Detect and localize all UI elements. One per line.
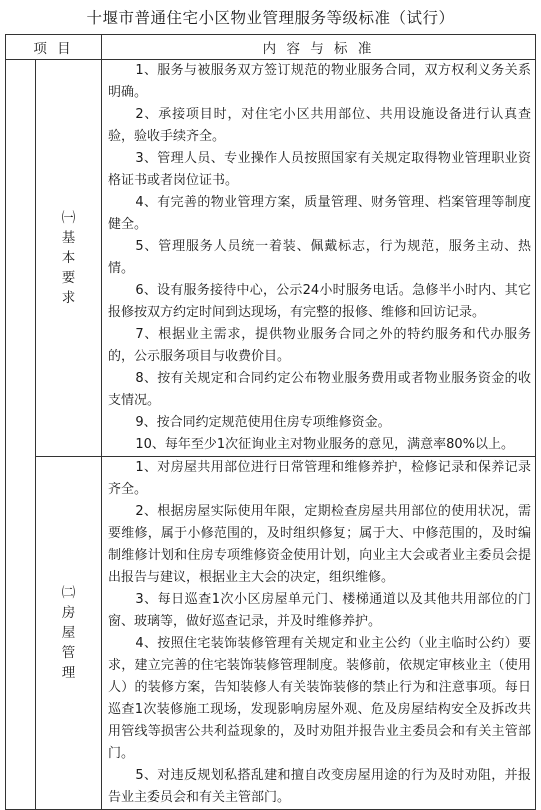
list-item: 4、有完善的物业管理方案，质量管理、财务管理、档案管理等制度健全。 bbox=[108, 195, 532, 232]
blank-margin-cell bbox=[6, 60, 36, 810]
section-row-basic-requirements bbox=[6, 60, 536, 457]
list-item: 5、对违反规划私搭乱建和擅自改变房屋用途的行为及时劝阻，并报告业主委员会和有关主管部门。 bbox=[108, 768, 532, 805]
list-item: 2、承接项目时，对住宅小区共用部位、共用设施设备进行认真查验，验收手续齐全。 bbox=[108, 107, 532, 144]
item-column-header: 项 目 bbox=[6, 35, 102, 60]
content-cell-housing-management bbox=[102, 457, 536, 810]
document-title: 十堰市普通住宅小区物业管理服务等级标准（试行） bbox=[86, 9, 455, 27]
list-item: 10、每年至少1次征询业主对物业服务的意见，满意率80%以上。 bbox=[135, 437, 515, 452]
standards-table bbox=[5, 34, 536, 810]
list-item: 4、按照住宅装饰装修管理有关规定和业主公约（业主临时公约）要求，建立完善的住宅装饰装修管理制度。装修前，依规定审核业主（使用人）的装修方案，告知装修人有关装饰装修的禁止行为和注意事项。每日巡查1次装修施工现场，发现影响房屋外观、危及房屋结构安全及拆改共用管线等损害公共利益现象的，及时劝阻并报告业主委员会和有关主管部门。 bbox=[108, 636, 532, 761]
list-item: 3、管理人员、专业操作人员按照国家有关规定取得物业管理职业资格证书或者岗位证书。 bbox=[108, 151, 532, 188]
list-item: 7、根据业主需求，提供物业服务合同之外的特约服务和代办服务的，公示服务项目与收费价目。 bbox=[108, 327, 532, 364]
category-char: 基 bbox=[61, 230, 76, 246]
category-cell-basic-requirements bbox=[36, 60, 102, 457]
section-row-housing-management bbox=[6, 457, 536, 810]
table-header-row bbox=[6, 35, 536, 60]
list-item: 1、对房屋共用部位进行日常管理和维修养护，检修记录和保养记录齐全。 bbox=[108, 460, 532, 497]
list-item: 1、服务与被服务双方签订规范的物业服务合同，双方权利义务关系明确。 bbox=[108, 63, 532, 100]
list-item: 8、按有关规定和合同约定公布物业服务费用或者物业服务资金的收支情况。 bbox=[108, 371, 532, 408]
list-item: 3、每日巡查1次小区房屋单元门、楼梯通道以及其他共用部位的门窗、玻璃等，做好巡查记录，并及时维修养护。 bbox=[108, 592, 532, 629]
category-char: 求 bbox=[61, 290, 76, 306]
category-char: 要 bbox=[61, 270, 76, 286]
category-number: ㈡ bbox=[61, 585, 76, 601]
list-item: 2、根据房屋实际使用年限，定期检查房屋共用部位的使用状况，需要维修，属于小修范围的，及时组织修复；属于大、中修范围的，及时编制维修计划和住房专项维修资金使用计划，向业主大会或者业主委员会提出报告与建议，根据业主大会的决定，组织维修。 bbox=[108, 504, 532, 585]
list-item: 6、设有服务接待中心，公示24小时服务电话。急修半小时内、其它报修按双方约定时间到达现场，有完整的报修、维修和回访记录。 bbox=[108, 283, 532, 320]
category-number: ㈠ bbox=[61, 210, 76, 226]
category-char: 管 bbox=[61, 645, 76, 661]
list-item: 9、按合同约定规范使用住房专项维修资金。 bbox=[135, 415, 391, 430]
category-char: 理 bbox=[61, 665, 76, 681]
list-item: 5、管理服务人员统一着装、佩戴标志，行为规范，服务主动、热情。 bbox=[108, 239, 532, 276]
category-cell-housing-management bbox=[36, 457, 102, 810]
content-cell-basic-requirements bbox=[102, 60, 536, 457]
category-char: 屋 bbox=[61, 625, 76, 641]
category-char: 房 bbox=[61, 605, 76, 621]
content-column-header: 内 容 与 标 准 bbox=[102, 35, 536, 60]
category-char: 本 bbox=[61, 250, 76, 266]
